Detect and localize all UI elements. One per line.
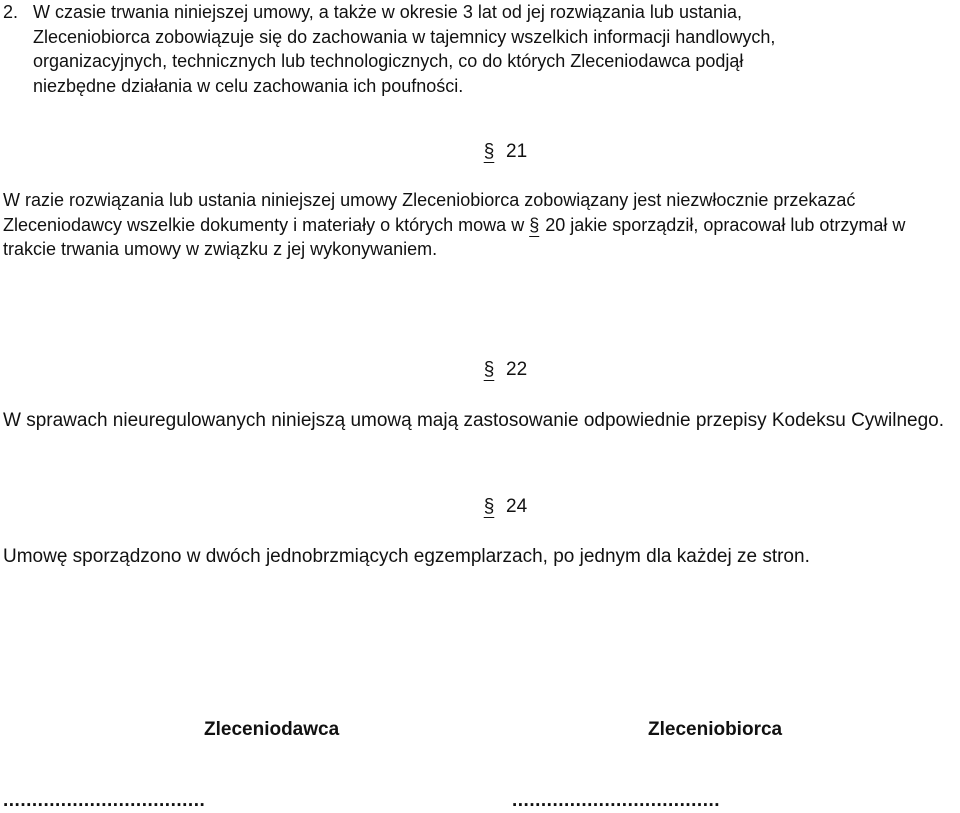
section-number: 24 — [506, 496, 528, 517]
section-number: 22 — [506, 359, 528, 380]
signature-label-left: Zleceniodawca — [204, 719, 340, 740]
numbered-item-2 — [3, 0, 783, 98]
section-sign: § — [483, 359, 495, 380]
section-21-text: W razie rozwiązania lub ustania niniejszej umowy Zleceniobiorca zobowiązany jest niezwłocznie przekazać Zleceniodawcy wszelkie dokumenty i materiały o których mowa w — [3, 190, 856, 235]
item-number: 2. — [3, 2, 19, 22]
section-number: 21 — [506, 141, 528, 162]
signature-line-right: .................................... — [512, 790, 721, 811]
section-21-heading — [481, 140, 527, 164]
section-sign: § — [483, 496, 495, 517]
section-21-text-after: 20 jakie sporządził, opracował lub otrzymał w trakcie trwania umowy w związku z jej wykonywaniem. — [3, 214, 906, 259]
section-21-paragraph — [3, 188, 959, 262]
item-text: W czasie trwania niniejszej umowy, a także w okresie 3 lat od jej rozwiązania lub ustania, Zleceniobiorca zobowiązuje się do zachowania w tajemnicy wszelkich informacji handlowych, organizacyjnych, technicznych lub technologicznych, co do których Zleceniodawca podjął niezbędne działania w celu zachowania ich poufności. — [33, 2, 776, 96]
section-24-paragraph: Umowę sporządzono w dwóch jednobrzmiących egzemplarzach, po jednym dla każdej ze stron. — [3, 546, 810, 567]
section-22-heading — [481, 358, 527, 382]
section-reference-sign: § — [529, 214, 540, 235]
section-sign: § — [483, 141, 495, 162]
signature-label-right: Zleceniobiorca — [648, 719, 783, 740]
section-22-paragraph: W sprawach nieuregulowanych niniejszą umową mają zastosowanie odpowiednie przepisy Kodeksu Cywilnego. — [3, 410, 945, 431]
signature-line-left: ................................... — [3, 790, 206, 811]
section-24-heading — [481, 495, 527, 519]
